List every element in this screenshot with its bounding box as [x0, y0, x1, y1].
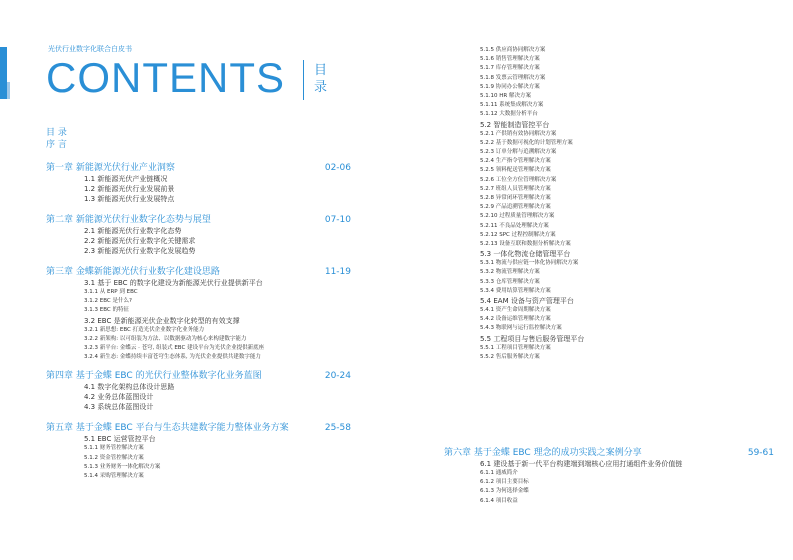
toc-subentry[interactable]: 5.5.2 售后服务解决方案 — [480, 353, 540, 360]
toc-subentry[interactable]: 3.2.4 新生态: 金蝶持续丰富苍穹生态体系, 为光伏企业提供共建数字能力 — [84, 354, 261, 361]
toc-subentry[interactable]: 5.1.12 大数据分析平台 — [480, 111, 538, 118]
title-divider — [303, 60, 304, 100]
chapter6-items — [480, 459, 780, 506]
toc-subentry[interactable]: 5.2.2 基于数据可视化的计划管理方案 — [480, 139, 573, 146]
toc-subentry[interactable]: 5.1.7 库存管理解决方案 — [480, 65, 540, 72]
toc-subentry[interactable]: 5.2.5 领料配送管理解决方案 — [480, 167, 551, 174]
toc-subentry[interactable]: 5.1.4 采购管理解决方案 — [84, 473, 144, 480]
chapter-pages: 02-06 — [324, 163, 351, 173]
toc-entry[interactable]: 4.1 数字化架构总体设计思路 — [84, 383, 175, 392]
chapter-block — [46, 370, 351, 412]
toc-subentry[interactable]: 3.2.3 新平台: 金蝶云 · 苍穹, 组装式 EBC 建设平台为光伏企业提供新底座 — [84, 345, 265, 352]
toc-subentry[interactable]: 5.1.3 业务财务一体化解决方案 — [84, 463, 161, 470]
chapter-block — [46, 422, 351, 481]
mulu-char: 录 — [314, 80, 328, 95]
toc-entry[interactable]: 2.2 新能源光伏行业数字化关键需求 — [84, 237, 196, 245]
mulu-vertical — [314, 62, 328, 96]
toc-subentry[interactable]: 6.1.1 通威简介 — [480, 470, 518, 476]
toc-subentry[interactable]: 6.1.3 为何选择金蝶 — [480, 488, 529, 495]
chapter-heading[interactable] — [46, 214, 351, 226]
toc-subentry[interactable]: 5.2.12 SPC 过程控制解决方案 — [480, 231, 556, 238]
chapter-title: 第四章 基于金蝶 EBC 的光伏行业整体数字化业务蓝图 — [46, 371, 262, 382]
toc-subentry[interactable]: 5.1.8 发票云管理解决方案 — [480, 74, 546, 81]
chapter-pages: 25-58 — [324, 423, 351, 434]
toc-subentry[interactable]: 5.1.9 协同办公解决方案 — [480, 83, 540, 90]
toc-subentry[interactable]: 5.3.1 物流与供应链一体化协同解决方案 — [480, 260, 579, 267]
chapter-heading[interactable] — [46, 370, 351, 382]
toc-subentry[interactable]: 5.4.2 设备运维管理解决方案 — [480, 316, 551, 323]
chapter-heading[interactable] — [46, 422, 351, 434]
toc-subentry[interactable]: 6.1.4 项目收益 — [480, 497, 518, 504]
accent-bar-light — [7, 82, 10, 99]
toc-entry[interactable]: 5.2 智能制造管控平台 — [480, 120, 550, 129]
toc-subentry[interactable]: 5.2.3 订单分解与追溯解决方案 — [480, 149, 557, 156]
chapter-title: 第五章 基于金蝶 EBC 平台与生态共建数字能力整体业务方案 — [46, 423, 289, 434]
chapter-block — [46, 214, 351, 256]
toc-entry[interactable]: 2.1 新能源光伏行业数字化态势 — [84, 227, 182, 235]
toc-subentry[interactable]: 3.2.1 新思想: EBC 打造光伏企业数字化业务能力 — [84, 326, 205, 333]
chapter-pages: 11-19 — [324, 267, 351, 277]
toc-entry[interactable]: 5.4 EAM 设备与资产管理平台 — [480, 297, 574, 306]
toc-entry[interactable]: 2.3 新能源光伏行业数字化发展趋势 — [84, 247, 196, 255]
toc-subentry[interactable]: 5.1.11 系统集成解决方案 — [480, 102, 544, 109]
toc-subentry[interactable]: 6.1.2 项目主要目标 — [480, 479, 529, 486]
toc-entry[interactable]: 1.2 新能源光伏行业发展前景 — [84, 185, 175, 193]
toc-entry[interactable]: 3.1 基于 EBC 的数字化建设为新能源光伏行业提供新平台 — [84, 279, 263, 287]
toc-subentry[interactable]: 5.2.11 不良品处理解决方案 — [480, 222, 549, 229]
front-item[interactable]: 序 言 — [46, 140, 67, 150]
chapter-heading[interactable] — [444, 447, 774, 459]
toc-subentry[interactable]: 5.4.1 资产生命周期解决方案 — [480, 307, 551, 314]
chapter-heading[interactable] — [46, 162, 351, 174]
toc-entry[interactable]: 5.3 一体化物流仓储管理平台 — [480, 250, 571, 259]
toc-subentry[interactable]: 5.2.7 班组人员管理解决方案 — [480, 185, 551, 192]
toc-subentry[interactable]: 3.2.2 新架构: 以可组装为方法、以数据驱动为核心来构建数字能力 — [84, 335, 247, 342]
toc-entry[interactable]: 4.3 系统总体蓝图设计 — [84, 403, 154, 412]
mulu-char: 目 — [314, 63, 328, 78]
toc-entry[interactable]: 4.2 业务总体蓝图设计 — [84, 393, 154, 402]
brand-title: 光伏行业数字化联合白皮书 — [48, 45, 132, 53]
toc-subentry[interactable]: 5.3.3 仓库管理解决方案 — [480, 278, 540, 285]
toc-subentry[interactable]: 5.4.3 物联网与运行监控解决方案 — [480, 325, 562, 332]
toc-entry[interactable]: 5.5 工程项目与售后服务管理平台 — [480, 334, 585, 343]
chapter-title: 第一章 新能源光伏行业产业洞察 — [46, 163, 175, 173]
chapter-title: 第三章 金蝶新能源光伏行业数字化建设思路 — [46, 267, 220, 277]
toc-subentry[interactable]: 3.1.2 EBC 是什么? — [84, 298, 132, 305]
toc-entry[interactable]: 6.1 建设基于新一代平台构建端到端核心应用打通组件业务价值链 — [480, 460, 683, 468]
toc-entry[interactable]: 3.2 EBC 是新能源光伏企业数字化转型的有效支撑 — [84, 316, 240, 325]
toc-subentry[interactable]: 3.1.3 EBC 的特征 — [84, 307, 129, 314]
toc-subentry[interactable]: 5.2.9 产品追溯管理解决方案 — [480, 204, 551, 211]
chapter-title: 第六章 基于金蝶 EBC 理念的成功实践之案例分享 — [444, 448, 642, 458]
toc-entry[interactable]: 1.1 新能源光伏产业链概况 — [84, 175, 168, 183]
chapter-title: 第二章 新能源光伏行业数字化态势与展望 — [46, 215, 211, 225]
toc-subentry[interactable]: 5.3.2 物流管理解决方案 — [480, 269, 540, 276]
toc-subentry[interactable]: 5.2.13 设备互联和数据分析解决方案 — [480, 241, 571, 248]
toc-subentry[interactable]: 5.1.10 HR 解决方案 — [480, 93, 531, 100]
chapter-pages: 07-10 — [324, 215, 351, 225]
chapter-pages: 20-24 — [324, 371, 351, 382]
toc-subentry[interactable]: 5.5.1 工程项目管理解决方案 — [480, 344, 551, 351]
toc-subentry[interactable]: 5.2.6 工位全方位管理解决方案 — [480, 176, 557, 183]
contents-heading: CONTENTS — [46, 54, 285, 101]
chapter-heading[interactable] — [46, 266, 351, 278]
toc-subentry[interactable]: 5.1.2 资金管控解决方案 — [84, 454, 144, 461]
toc-subentry[interactable]: 5.1.5 供应商协同解决方案 — [480, 47, 546, 53]
chapter-pages: 59-61 — [747, 448, 774, 458]
toc-subentry[interactable]: 5.2.8 异常闭环管理解决方案 — [480, 195, 551, 202]
toc-subentry[interactable]: 5.1.6 销售管理解决方案 — [480, 56, 540, 63]
toc-entry[interactable]: 5.1 EBC 运营管控平台 — [84, 435, 156, 444]
toc-left-column — [46, 127, 351, 481]
toc-subentry[interactable]: 3.1.1 从 ERP 到 EBC — [84, 289, 138, 295]
toc-subentry[interactable]: 5.2.1 产供销有效协同解决方案 — [480, 130, 557, 137]
toc-right-column — [480, 46, 780, 362]
toc-subentry[interactable]: 5.2.10 过程质量管理解决方案 — [480, 213, 555, 220]
accent-bar — [0, 47, 7, 99]
front-item[interactable]: 目 录 — [46, 128, 67, 138]
toc-subentry[interactable]: 5.3.4 费用结算管理解决方案 — [480, 287, 551, 294]
toc-subentry[interactable]: 5.1.1 财务管控解决方案 — [84, 445, 144, 452]
chapter-block — [46, 162, 351, 204]
chapter-block — [46, 266, 351, 362]
toc-subentry[interactable]: 5.2.4 生产指令管理解决方案 — [480, 158, 551, 165]
toc-entry[interactable]: 1.3 新能源光伏行业发展特点 — [84, 195, 175, 203]
